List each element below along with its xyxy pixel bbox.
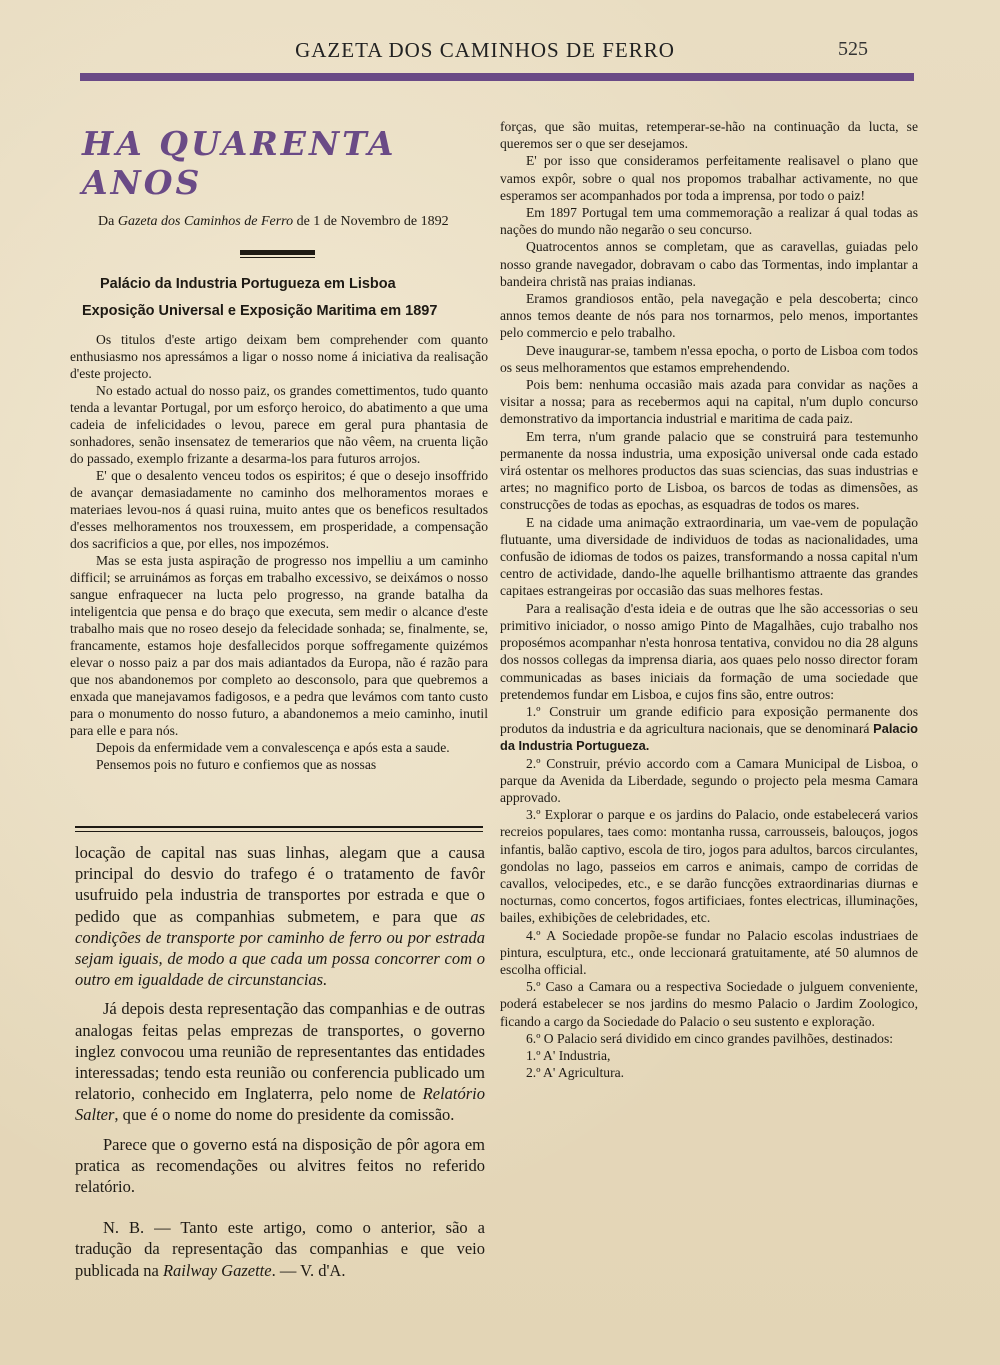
- text-run: N. B. — Tanto este artigo, como o anterior, são a tradução da representação das companhias e que veio publicada na: [75, 1218, 485, 1280]
- list-item: 6.º O Palacio será dividido em cinco grandes pavilhões, destinados:: [526, 1030, 894, 1046]
- continuation-paragraph: [75, 842, 485, 990]
- right-column: [500, 118, 918, 1081]
- bold-run: Palacio da Industria Portugueza.: [500, 721, 918, 754]
- emphasis-run: as condições de transporte por caminho de ferro ou por estrada sejam iguais, de modo a que cada um possa concorrer com o outro em igualdade de circunstancias.: [75, 906, 485, 990]
- list-item: 3.º Explorar o parque e os jardins do Palacio, onde estabelecerá varios recreios populares, taes como: montanha russa, carrousseis, balouços, jogos infantis, balão captivo, escola de tiro, jogos para adultos, barcos circulantes, gondolas no lago, passeios em carros e animais, campo de corridas de cavallos, velocipedes, etc., e se darão funcções extraordinarias diurnas e nocturnas, como concertos, fogos artificiaes, fontes electricas, illuminações, bailes, exhibições de celebridades, etc.: [500, 807, 918, 926]
- paragraph: Em 1897 Portugal tem uma commemoração a realizar á qual todas as nações do mundo não negarão o seu concurso.: [500, 205, 918, 238]
- text-run: 1.º Construir um grande edificio para exposição permanente dos produtos da industria e da agricultura nacionais, que se denominará: [500, 703, 918, 737]
- list-item: 5.º Caso a Camara ou a respectiva Sociedade o julguem conveniente, poderá estabelecer se nos jardins do mesmo Palacio o Jardim Zoologico, ficando a cargo da Sociedade do Palacio o seu sustento e exploração.: [500, 979, 918, 1029]
- continuation-paragraph: [75, 998, 485, 1125]
- article-headline: HA QUARENTA ANOS: [82, 124, 397, 202]
- paragraph: Quatrocentos annos se completam, que as caravellas, guiadas pelo nosso grande navegador, dobravam o cabo das Tormentas, indo implantar a bandeira christã nas praias indianas.: [500, 239, 918, 289]
- source-publication: Gazeta dos Caminhos de Ferro: [117, 214, 294, 229]
- article-title: Palácio da Industria Portugueza em Lisboa: [100, 276, 396, 292]
- source-prefix: Da: [98, 214, 118, 229]
- paragraph: Os titulos d'este artigo deixam bem comprehender com quanto enthusiasmo nos apressámos a ligar o nosso nome á iniciativa da realisação d'este projecto.: [70, 332, 488, 381]
- sub-list-item: 2.º A' Agricultura.: [526, 1065, 625, 1081]
- running-title: GAZETA DOS CAMINHOS DE FERRO: [295, 38, 675, 62]
- list-item: 2.º Construir, prévio accordo com a Camara Municipal de Lisboa, o parque da Avenida da Liberdade, segundo o projecto pela mesma Camara approvado.: [500, 755, 918, 805]
- paragraph: E' que o desalento venceu todos os espiritos; é que o desejo insoffrido de avançar demasiadamente no caminho dos melhoramentos moraes e materiaes levou-nos á quasi ruina, muito antes que os beneficos resultados d'esses melhoramentos nos trouxessem, em prosperidade, a compensação dos sacrificios a que, por elles, nos impozémos.: [70, 468, 488, 551]
- header-rule: [80, 73, 914, 81]
- text-run: locação de capital nas suas linhas, alegam que a causa principal do desvio do trafego é o tratamento de favôr usufruido pela industria de transportes por estrada e que o pedido que as companhias submetem, e para que: [75, 843, 485, 926]
- paragraph: Eramos grandiosos então, pela navegação e pela descoberta; cinco annos temos deante de nós para nos tornarmos, pelo menos, importantes pelo commercio e pelo trabalho.: [500, 291, 918, 341]
- emphasis-run: Relatório Salter: [75, 1084, 485, 1125]
- emphasis-run: Railway Gazette: [162, 1260, 272, 1280]
- source-suffix: de 1 de Novembro de 1892: [293, 214, 449, 229]
- source-line: [98, 214, 488, 230]
- paragraph: Depois da enfermidade vem a convalescença e após esta a saude.: [96, 740, 450, 755]
- paragraph: Para a realisação d'esta ideia e de outras que lhe são accessorias o seu primitivo iniciador, o nosso amigo Pinto de Magalhães, cujo trabalho nos proposémos acompanhar n'esta honrosa tentativa, convidou no dia 28 alguns dos nossos collegas da imprensa diaria, aos quaes pelo nosso director foram communicadas as bases iniciais da formação de uma sociedade que pretendemos fundar em Lisboa, e cujos fins são, entre outros:: [500, 600, 918, 702]
- continuation-column: [75, 842, 485, 1281]
- spacer: [75, 1197, 485, 1209]
- list-item: [500, 703, 918, 755]
- paragraph: Em terra, n'um grande palacio que se construirá para testemunho permanente da nossa industria, uma exposição universal onde cada estado virá ostentar os melhores productos das suas sciencias, das suas industrias e artes; no magnifico porto de Lisboa, os barcos de todas as dimensões, as construcções de todas as epochas, as esquadras de todos os mares.: [500, 428, 918, 513]
- paragraph: Deve inaugurar-se, tambem n'essa epocha, o porto de Lisboa com todos os seus melhoramentos que estamos emprehendendo.: [500, 342, 918, 375]
- text-run: . — V. d'A.: [271, 1260, 346, 1280]
- separator-rule: [240, 250, 315, 258]
- sub-list-item: 1.º A' Industria,: [526, 1047, 611, 1063]
- list-item: 4.º A Sociedade propõe-se fundar no Palacio escolas industriaes de pintura, esculptura, etc., onde leccionará gratuitamente, até 50 alumnos de escolha official.: [500, 927, 918, 977]
- left-column: [70, 118, 488, 773]
- paragraph: Pensemos pois no futuro e confiemos que as nossas: [96, 757, 377, 772]
- paragraph: E' por isso que consideramos perfeitamente realisavel o plano que vamos expôr, sobre o qual nos propomos trabalhar activamente, no que esperamos ser acompanhados por toda a imprensa, por todo o paiz!: [500, 153, 918, 203]
- article-subtitle: Exposição Universal e Exposição Maritima em 1897: [82, 303, 438, 319]
- continuation-paragraph: Parece que o governo está na disposição de pôr agora em pratica as recomendações ou alvitres feitos no referido relatório.: [75, 1134, 485, 1197]
- paragraph: forças, que são muitas, retemperar-se-hão na continuação da lucta, se queremos ser o que ser desejamos.: [500, 119, 918, 152]
- paragraph: Pois bem: nenhuma occasião mais azada para convidar as nações a visitar a nossa; para as recebermos aqui na capital, n'um duplo concurso demonstrativo da importancia industrial e maritima de cada paiz.: [500, 377, 918, 427]
- section-divider: [75, 826, 483, 832]
- note-paragraph: [75, 1217, 485, 1281]
- page-number: 525: [838, 38, 868, 60]
- paragraph: E na cidade uma animação extraordinaria, um vae-vem de população flutuante, uma diversidade de individuos de todas as nacionalidades, uma confusão de idiomas de todos os paizes, transformando a nossa capital n'um centro de actividade, dando-lhe aquelle brilhantismo attraente das grandes capitaes estrangeiras por occasião das suas melhores festas.: [500, 514, 918, 599]
- text-run: , que é o nome do nome do presidente da comissão.: [114, 1105, 455, 1125]
- text-run: Já depois desta representação das companhias e de outras analogas feitas pelas emprezas de transportes, o governo inglez convocou uma reunião de representantes das entidades interessadas; tendo esta reunião ou conferencia publicado um relatorio, conhecido em Inglaterra, pelo nome de: [75, 999, 485, 1104]
- paragraph: Mas se esta justa aspiração de progresso nos impelliu a um caminho difficil; se arruinámos as forças em trabalho excessivo, se deixámos o nosso sangue enfraquecer na lucta pelo progresso, na grande batalha da inteligentcia que pensa e do braço que executa, sem medir o alcance d'este trabalho mais que no roseo desejo da felecidade sonhada; se, finalmente, se, francamente, estamos hoje desfallecidos porque soffregamente quizémos elevar o nosso paiz a par dos mais adiantados da Europa, não é razão para que nos abandonemos por completo ao desconsolo, para que quebremos a enxada que manejavamos fadigosos, e a pedra que levámos com tanto custo para o monumento do nosso futuro, a abandonemos a meio caminho, inutil para elle e para nós.: [70, 553, 488, 738]
- paragraph: No estado actual do nosso paiz, os grandes comettimentos, tudo quanto tenda a levantar Portugal, por um esforço heroico, do abatimento a que uma cadeia de infelicidades o levou, parece em geral pura phantasia de sonhadores, senão insensatez de temerarios que não vêem, na cruenta lição do passado, exemplo frizante a desarma-los para futuros arrojos.: [70, 383, 488, 466]
